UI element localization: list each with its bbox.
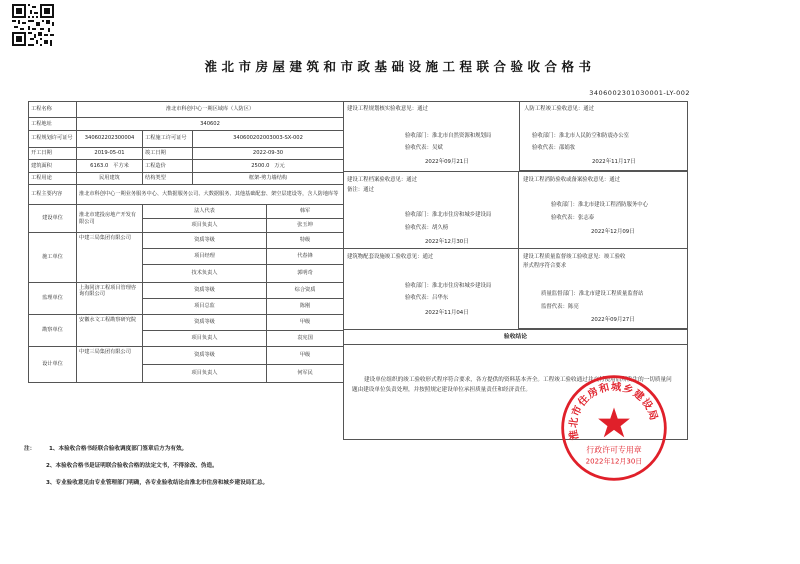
note-3-text: 3、专业验收意见由专业管理部门明确，各专业验收结论由淮北市住房和城乡建设局汇总。 <box>46 480 269 486</box>
contractor-tech-label: 技术负责人 <box>143 265 267 283</box>
fire-acceptance-cell <box>518 171 688 249</box>
cost-value: 2500.0 <box>251 162 270 169</box>
civil-dept-label: 验收部门： <box>532 133 559 139</box>
plan-dept-value: 淮北市自然资源和规划局 <box>431 133 492 139</box>
builder-label: 建设单位 <box>29 205 77 233</box>
scope-value: 淮北市科创中心一期业务服务中心、大数据服务公司、大数据服务、其他基础配套、架空层建设等，含人防地库等 <box>77 185 344 205</box>
civil-defense-cell <box>519 101 688 171</box>
archive-dept-value: 淮北市住房和城乡建设局 <box>431 212 492 218</box>
cost-cell <box>193 160 344 173</box>
document-title: 淮北市房屋建筑和市政基础设施工程联合验收合格书 <box>204 59 596 74</box>
build-permit-value: 340600202003003-SX-002 <box>193 130 344 147</box>
civil-dept-value: 淮北市人民防空和防震办公室 <box>558 133 630 139</box>
quality-dept-value: 淮北市建设工程质量监督站 <box>578 291 644 297</box>
archive-rep-value: 胡久榜 <box>431 225 449 231</box>
property-dept-label: 验收部门： <box>405 283 432 289</box>
seal-center-text: 行政许可专用章 <box>586 445 642 455</box>
fire-dept <box>551 202 648 209</box>
contractor-qual-value: 特级 <box>267 233 344 249</box>
plan-permit-value: 340602202300004 <box>77 130 143 147</box>
property-heading: 建筑物配套设施竣工验收意见：通过 <box>347 254 434 260</box>
contractor-pm-value: 代春锋 <box>267 249 344 265</box>
survey-name: 安徽水文工程勘察研究院 <box>77 315 143 347</box>
archive-dept <box>405 212 491 219</box>
fire-date: 2022年12月09日 <box>591 229 635 235</box>
design-label: 设计单位 <box>29 347 77 383</box>
fire-dept-label: 验收部门： <box>551 202 578 208</box>
project-name-value: 淮北市科创中心一期区域库（人防区） <box>77 102 344 118</box>
notes-prefix: 注： <box>24 446 36 452</box>
builder-mgr-label: 项目负责人 <box>143 219 267 233</box>
quality-heading-2: 形式程序符合要求 <box>523 263 567 269</box>
civil-rep <box>532 145 575 152</box>
contractor-label: 施工单位 <box>29 233 77 283</box>
civil-rep-value: 邵娟妆 <box>558 145 576 151</box>
fire-heading: 建设工程消防验收或备案验收意见：通过 <box>523 177 621 183</box>
project-info-table <box>28 101 344 383</box>
design-name: 中建三局集团有限公司 <box>77 347 143 383</box>
area-label: 建筑面积 <box>29 160 77 173</box>
property-dept <box>405 283 491 290</box>
civil-rep-label: 验收代表： <box>532 145 559 151</box>
plan-dept <box>405 133 491 140</box>
quality-rep-label: 监督代表： <box>541 304 568 310</box>
quality-date: 2022年09月27日 <box>591 317 635 323</box>
conclusion-heading: 验收结论 <box>503 334 528 340</box>
property-rep <box>405 295 448 302</box>
area-unit: 平方米 <box>113 162 129 169</box>
quality-acceptance-cell <box>518 249 688 329</box>
property-rep-value: 吕华东 <box>431 295 449 301</box>
contractor-tech-value: 郭明奇 <box>267 265 344 283</box>
plan-acceptance-cell <box>343 101 519 171</box>
property-rep-label: 验收代表： <box>405 295 432 301</box>
archive-date: 2022年12月30日 <box>425 239 469 245</box>
archive-rep-label: 验收代表： <box>405 225 432 231</box>
area-cell <box>77 160 143 173</box>
finish-date-label: 竣工日期 <box>143 147 193 160</box>
use-value: 民用建筑 <box>77 172 143 185</box>
official-seal-icon <box>558 372 670 484</box>
builder-rep-value: 韩军 <box>267 205 344 219</box>
finish-date-value: 2022-09-30 <box>193 147 344 160</box>
start-date-value: 2019-05-01 <box>77 147 143 160</box>
build-permit-label: 工程施工许可证号 <box>143 130 193 147</box>
fire-rep-value: 张志泰 <box>577 215 595 221</box>
project-name-label: 工程名称 <box>29 102 77 118</box>
plan-dept-label: 验收部门： <box>405 133 432 139</box>
plan-rep <box>405 145 443 152</box>
note-1: 1、本验收合格书经联合验收调度部门签章后方为有效。 <box>48 446 188 452</box>
fire-rep <box>551 215 594 222</box>
civil-heading: 人防工程竣工验收意见：通过 <box>524 106 595 112</box>
civil-dept <box>532 133 629 140</box>
design-mgr-label: 项目负责人 <box>143 365 267 383</box>
builder-mgr-value: 张玉坤 <box>267 219 344 233</box>
document-code: 3406002301030001-LY-002 <box>589 89 690 97</box>
supervisor-qual-value: 综合资质 <box>267 283 344 299</box>
cost-label: 工程造价 <box>143 160 193 173</box>
design-qual-value: 甲级 <box>267 347 344 365</box>
survey-mgr-value: 袁宪国 <box>267 331 344 347</box>
survey-qual-label: 资质等级 <box>143 315 267 331</box>
quality-heading-1: 建设工程质量监督竣工验收意见：竣工验收 <box>523 254 626 260</box>
scope-label: 工程主要内容 <box>29 185 77 205</box>
archive-note: 备注：通过 <box>347 187 374 193</box>
note-2-text: 2、本验收合格书是证明联合验收合格的法定文书，不得涂改、伪造。 <box>46 463 218 469</box>
supervisor-label: 监理单位 <box>29 283 77 315</box>
contractor-qual-label: 资质等级 <box>143 233 267 249</box>
contractor-pm-label: 项目经理 <box>143 249 267 265</box>
property-acceptance-cell <box>343 249 518 329</box>
archive-rep <box>405 225 448 232</box>
cost-unit: 万元 <box>274 162 285 169</box>
plan-heading: 建设工程规划核实验收意见：通过 <box>347 106 428 112</box>
notes-line-1 <box>24 444 187 452</box>
use-label: 工程用途 <box>29 172 77 185</box>
survey-label: 勘察单位 <box>29 315 77 347</box>
quality-rep <box>541 304 579 311</box>
archive-heading: 建设工程档案验收意见：通过 <box>347 177 418 183</box>
plan-rep-label: 验收代表： <box>405 145 432 151</box>
property-date: 2022年11月04日 <box>425 310 469 316</box>
design-qual-label: 资质等级 <box>143 347 267 365</box>
start-date-label: 开工日期 <box>29 147 77 160</box>
supervisor-name: 上海同济工程项目管理咨询有限公司 <box>77 283 143 315</box>
fire-dept-value: 淮北市建设工程消防服务中心 <box>577 202 649 208</box>
civil-date: 2022年11月17日 <box>592 159 636 165</box>
qr-code-icon <box>12 4 54 46</box>
plan-date: 2022年09月21日 <box>425 159 469 165</box>
archive-dept-label: 验收部门： <box>405 212 432 218</box>
project-addr-value: 340602 <box>77 118 344 131</box>
seal-date-text: 2022年12月30日 <box>585 457 643 466</box>
seal-ring-text: 淮北市住房和城乡建设局 <box>567 380 660 441</box>
supervisor-qual-label: 资质等级 <box>143 283 267 299</box>
note-3 <box>46 478 268 486</box>
area-value: 6163.0 <box>90 162 109 169</box>
quality-dept <box>541 291 643 298</box>
archive-acceptance-cell <box>343 171 519 249</box>
plan-rep-value: 吴斌 <box>431 145 443 151</box>
plan-permit-label: 工程规划许可证号 <box>29 130 77 147</box>
survey-mgr-label: 项目负责人 <box>143 331 267 347</box>
conclusion-header <box>343 329 688 345</box>
project-addr-label: 工程地址 <box>29 118 77 131</box>
survey-qual-value: 甲级 <box>267 315 344 331</box>
design-mgr-value: 何军民 <box>267 365 344 383</box>
fire-rep-label: 验收代表： <box>551 215 578 221</box>
conclusion-text: 建设单位组织的竣工验收形式程序符合要求，各方提供的资料基本齐全。工程竣工验收通过并交付使用后所发生的一切质量问题由建设单位负责处理，并按照规定建设单位承担质量责任和经济责任。 <box>352 377 672 393</box>
quality-rep-value: 陈亮 <box>567 304 579 310</box>
property-dept-value: 淮北市住房和城乡建设局 <box>431 283 492 289</box>
builder-rep-label: 法人代表 <box>143 205 267 219</box>
struct-label: 结构类型 <box>143 172 193 185</box>
builder-name: 淮北市建投房地产开发有限公司 <box>77 205 143 233</box>
note-2 <box>46 461 218 469</box>
struct-value: 框架-剪力墙结构 <box>193 172 344 185</box>
quality-dept-label: 质量监督部门： <box>541 291 579 297</box>
supervisor-chief-value: 陈刚 <box>267 299 344 315</box>
contractor-name: 中建三局集团有限公司 <box>77 233 143 283</box>
supervisor-chief-label: 项目总监 <box>143 299 267 315</box>
